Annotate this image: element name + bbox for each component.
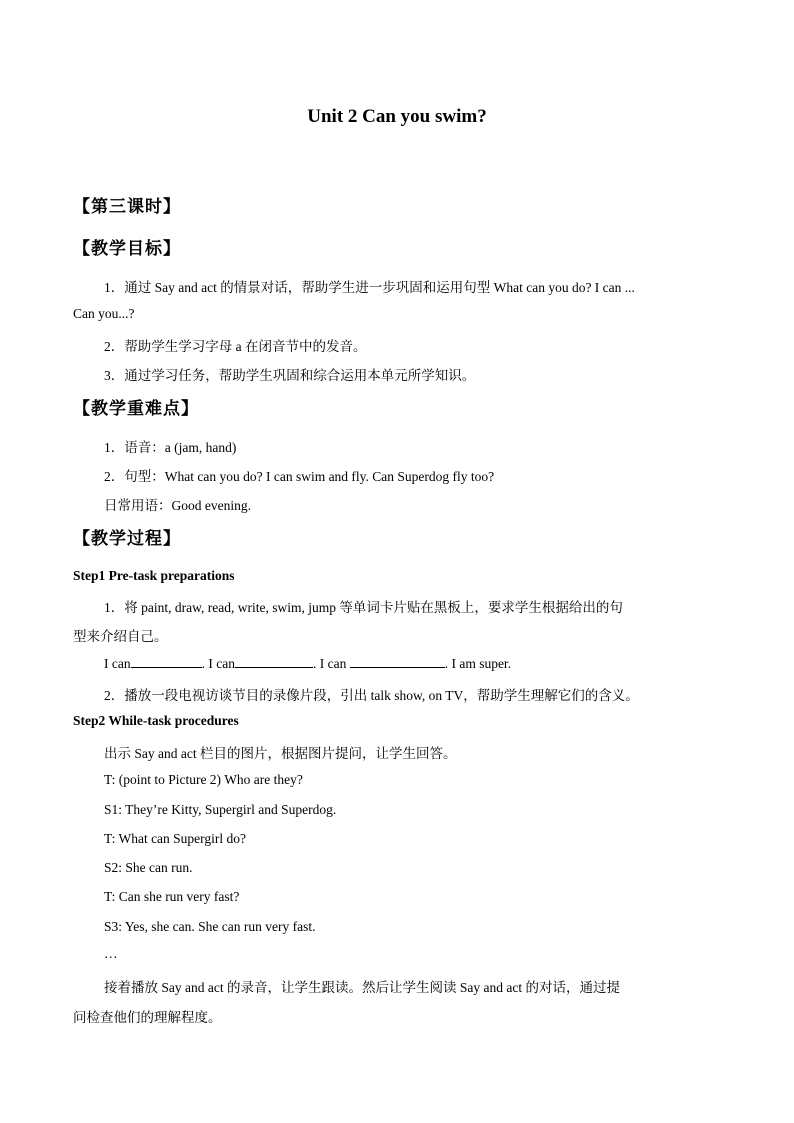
step1-para1-cont: 型来介绍自己。 (73, 629, 168, 644)
step2-after-cont: 问检查他们的理解程度。 (73, 1010, 222, 1025)
dialogue-line: T: What can Supergirl do? (104, 831, 247, 846)
blank-2 (235, 655, 313, 668)
step1-title: Step1 Pre-task preparations (73, 568, 235, 583)
step1-para2: 2．播放一段电视访谈节目的录像片段，引出 talk show, on TV，帮助学生理解它们的含义。 (104, 688, 639, 703)
fill-text-1: I can (104, 656, 131, 671)
objective-2: 2．帮助学生学习字母 a 在闭音节中的发音。 (104, 339, 367, 354)
fill-text-4: . I am super. (444, 656, 512, 671)
step2-intro: 出示 Say and act 栏目的图片，根据图片提问，让学生回答。 (104, 746, 457, 761)
step1-para1: 1．将 paint, draw, read, write, swim, jump 等单词卡片贴在黑板上，要求学生根据给出的句 (104, 600, 623, 615)
fill-in-sentence (104, 655, 511, 672)
key-point-2: 2．句型：What can you do? I can swim and fly. Can Superdog fly too? (104, 469, 495, 484)
step2-title: Step2 While-task procedures (73, 713, 239, 728)
step2-after: 接着播放 Say and act 的录音，让学生跟读。然后让学生阅读 Say and act 的对话，通过提 (104, 980, 620, 995)
page-title: Unit 2 Can you swim? (307, 106, 487, 127)
key-point-1: 1．语音：a (jam, hand) (104, 440, 237, 455)
dialogue-line: S1: They’re Kitty, Supergirl and Superdog. (104, 802, 337, 817)
dialogue-ellipsis: … (104, 946, 118, 961)
dialogue-line: T: Can she run very fast? (104, 889, 240, 904)
fill-text-3: . I can (312, 656, 347, 671)
lesson-heading: 【第三课时】 (73, 197, 181, 216)
objective-3: 3．通过学习任务，帮助学生巩固和综合运用本单元所学知识。 (104, 368, 476, 383)
key-point-3: 日常用语：Good evening. (104, 498, 251, 513)
objective-1-cont: Can you...? (73, 306, 135, 321)
blank-3 (350, 655, 445, 668)
dialogue-line: S2: She can run. (104, 860, 193, 875)
process-heading: 【教学过程】 (73, 529, 181, 548)
blank-1 (131, 655, 202, 668)
objectives-heading: 【教学目标】 (73, 239, 181, 258)
objective-1: 1．通过 Say and act 的情景对话，帮助学生进一步巩固和运用句型 What can you do? I can ... (104, 280, 635, 295)
dialogue-line: S3: Yes, she can. She can run very fast. (104, 919, 316, 934)
dialogue-line: T: (point to Picture 2) Who are they? (104, 772, 303, 787)
fill-text-2: . I can (201, 656, 235, 671)
key-points-heading: 【教学重难点】 (73, 399, 199, 418)
